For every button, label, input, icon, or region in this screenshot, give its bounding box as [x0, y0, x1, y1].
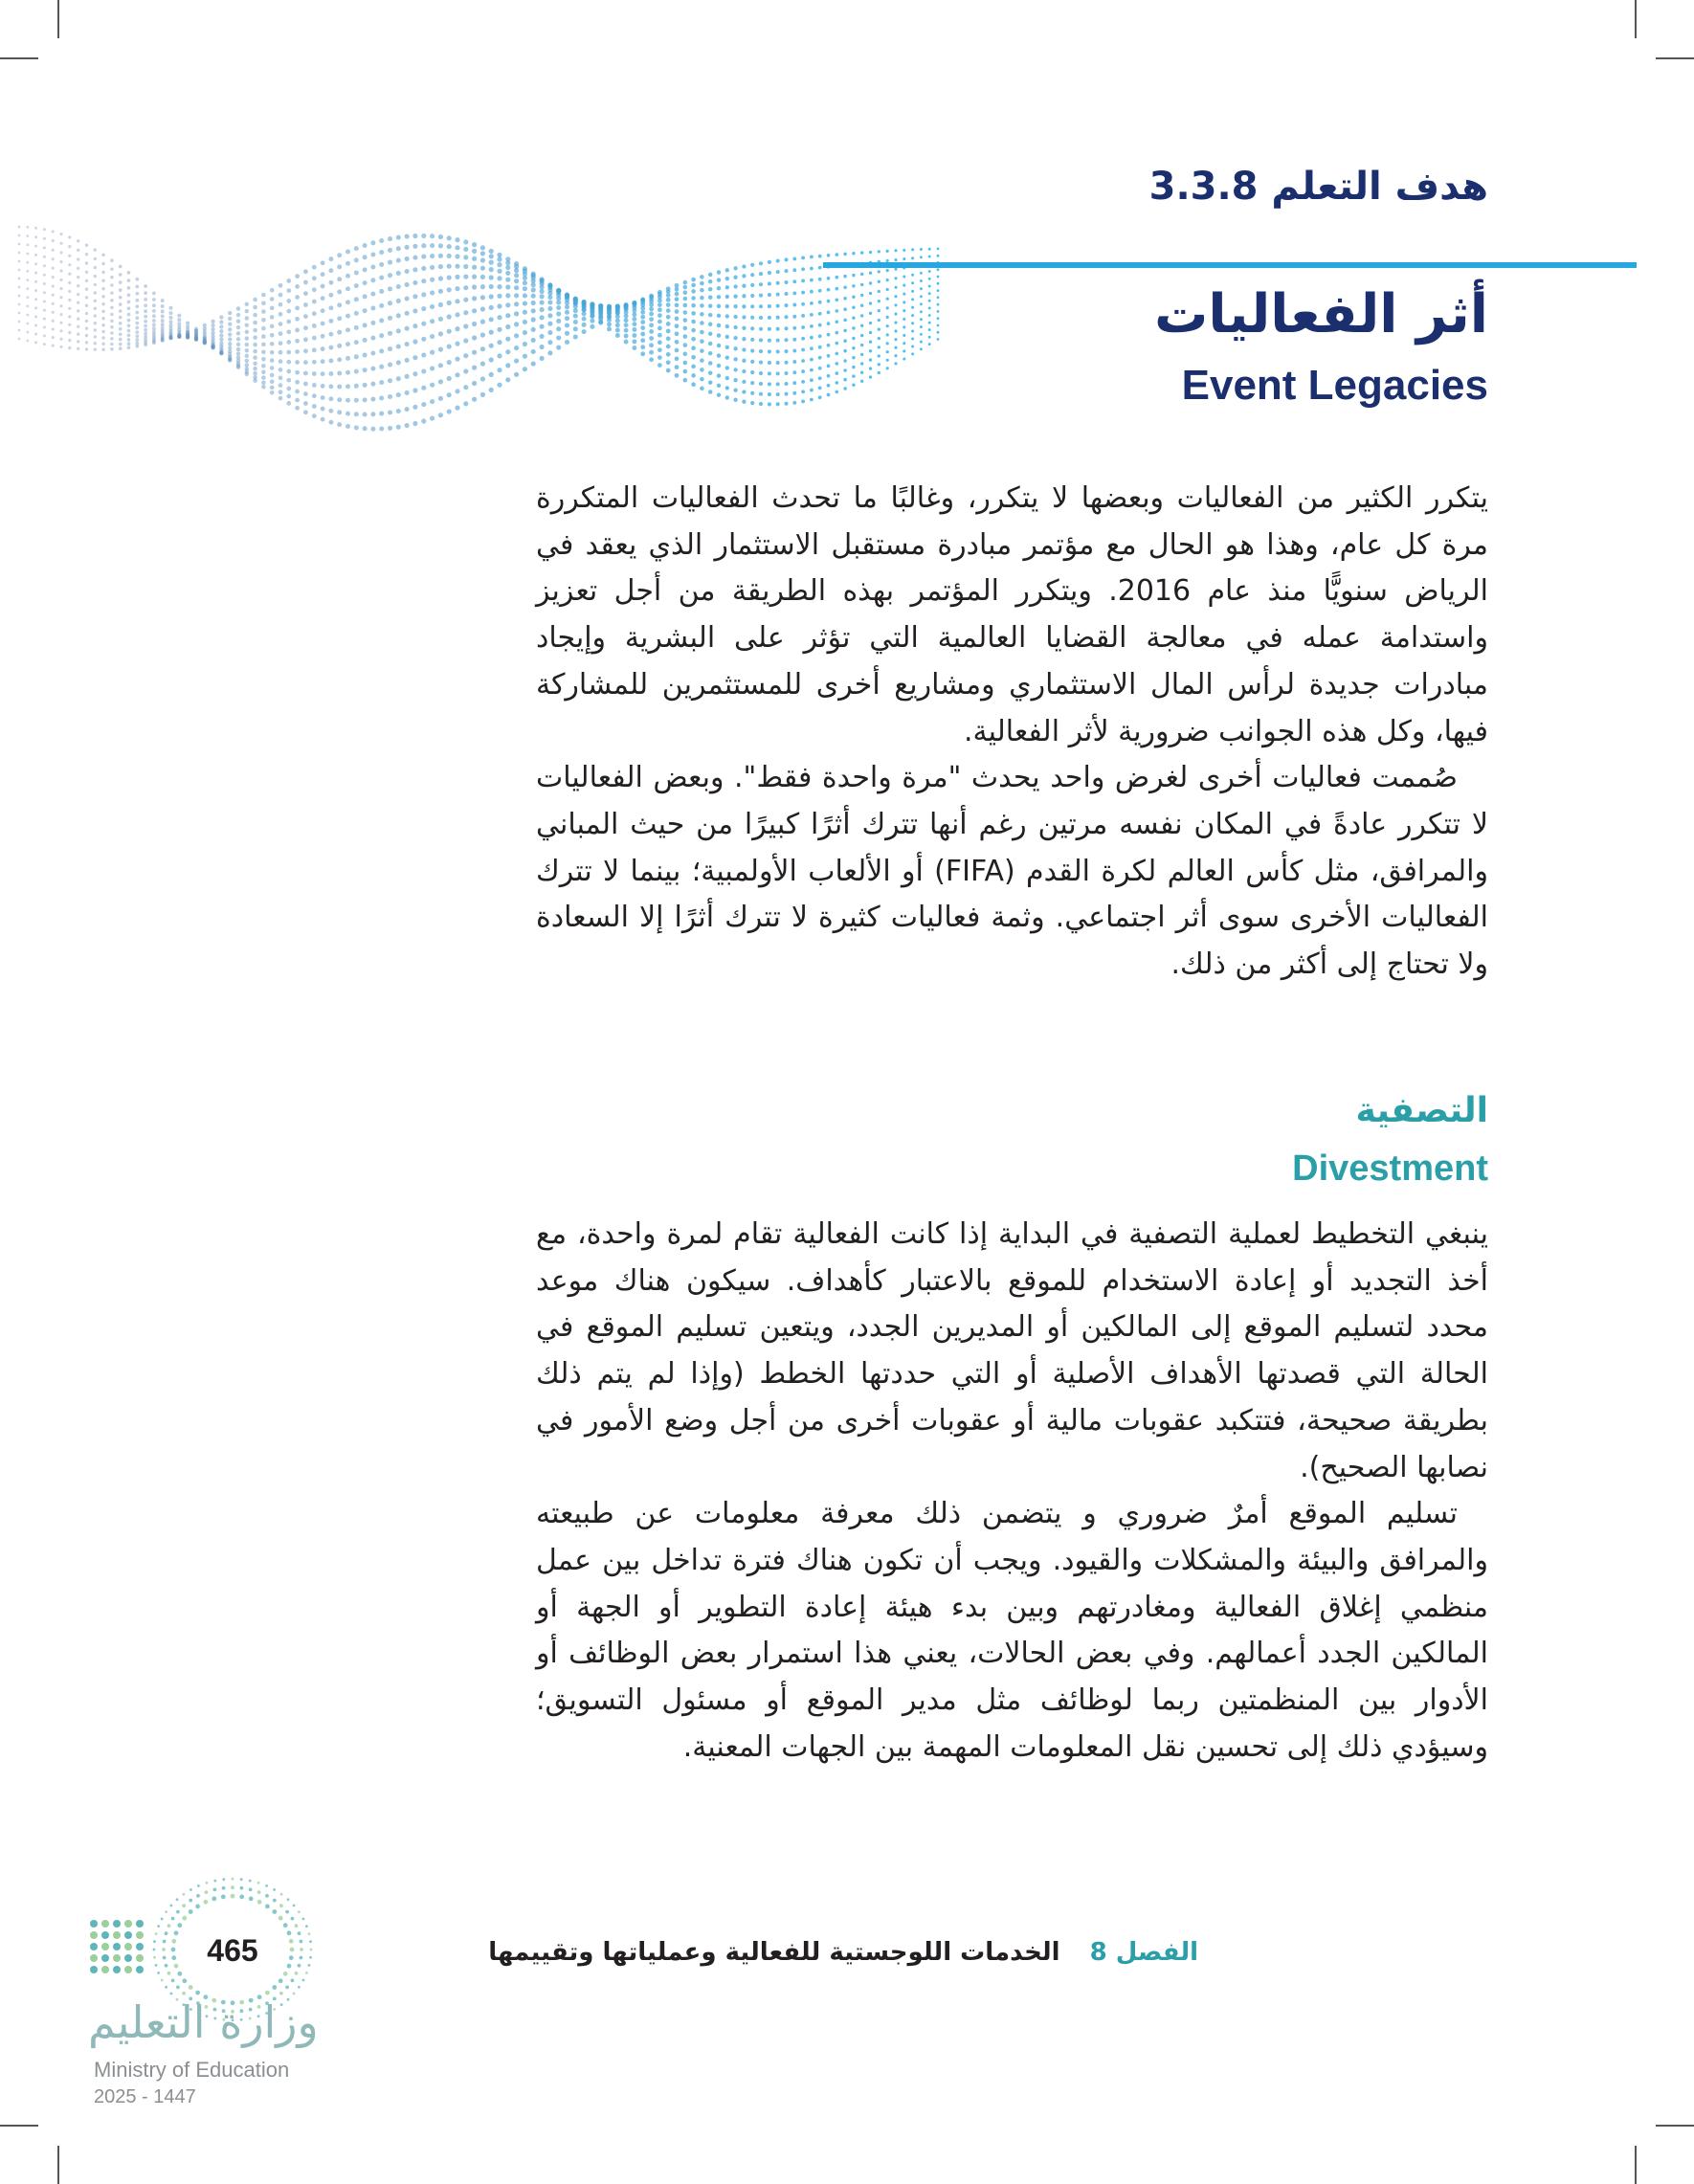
learning-goal: هدف التعلم 3.3.8: [1148, 165, 1488, 209]
ministry-year: 2025 - 1447: [94, 2086, 196, 2107]
section-heading-english: Divestment: [1292, 1148, 1488, 1189]
intro-text-block: [536, 476, 1488, 989]
paragraph: تسليم الموقع أمرٌ ضروري و يتضمن ذلك معرفة معلومات عن طبيعته والمرافق والبيئة والمشكلات والقيود. ويجب أن تكون هناك فترة تداخل بين عمل منظمي إغلاق الفعالية ومغادرتهم وبين بدء هيئة إعادة التطوير أو الجهة أو المالكين الجدد أعمالهم. وفي بعض الحالات، يعني هذا استمرار بعض الوظائف أو الأدوار بين المنظمتين ربما لوظائف مثل مدير الموقع أو مسئول التسويق؛ وسيؤدي ذلك إلى تحسين نقل المعلومات المهمة بين الجهات المعنية.: [536, 1497, 1488, 1764]
crop-mark: [0, 57, 38, 59]
crop-mark: [57, 2146, 59, 2184]
running-footer: [488, 1938, 1198, 1967]
page-title-arabic: أثر الفعاليات: [1154, 283, 1488, 345]
paragraph: ينبغي التخطيط لعملية التصفية في البداية إذا كانت الفعالية تقام لمرة واحدة، مع أخذ التجديد أو إعادة الاستخدام للموقع بالاعتبار كأهداف. سيكون هناك موعد محدد لتسليم الموقع إلى المالكين أو المديرين الجدد، ويتعين تسليم الموقع في الحالة التي قصدتها الأهداف الأصلية أو التي حددتها الخطط (وإذا لم يتم ذلك بطريقة صحيحة، فتتكبد عقوبات مالية أو عقوبات أخرى من أجل وضع الأمور في نصابها الصحيح).: [536, 1217, 1488, 1484]
ministry-name-arabic: وزارة التعليم: [88, 1996, 319, 2048]
paragraph: يتكرر الكثير من الفعاليات وبعضها لا يتكرر، وغالبًا ما تحدث الفعاليات المتكررة مرة كل عام، وهذا هو الحال مع مؤتمر مبادرة مستقبل الاستثمار الذي يعقد في الرياض سنويًّا منذ عام 2016. ويتكرر المؤتمر بهذه الطريقة من أجل تعزيز واستدامة عمله في معالجة القضايا العالمية التي تؤثر على البشرية وإيجاد مبادرات جديدة لرأس المال الاستثماري ومشاريع أخرى للمستثمرين للمشاركة فيها، وكل هذه الجوانب ضرورية لأثر الفعالية.: [536, 481, 1488, 748]
page-title-english: Event Legacies: [1181, 362, 1488, 409]
crop-mark: [1635, 0, 1637, 38]
header-rule: [823, 262, 1637, 268]
page-number: 465: [207, 1933, 258, 1968]
crop-mark: [1656, 57, 1694, 59]
chapter-title: الخدمات اللوجستية للفعالية وعملياتها وتقييمها: [488, 1938, 1060, 1967]
crop-mark: [57, 0, 59, 38]
decorative-wave-graphic: [0, 124, 957, 507]
divestment-text-block: [536, 1212, 1488, 1771]
crop-mark: [1635, 2146, 1637, 2184]
paragraph: صُممت فعاليات أخرى لغرض واحد يحدث "مرة واحدة فقط". وبعض الفعاليات لا تتكرر عادةً في المكان نفسه مرتين رغم أنها تترك أثرًا كبيرًا من حيث المباني والمرافق، مثل كأس العالم لكرة القدم (FIFA) أو الألعاب الأولمبية؛ بينما لا تترك الفعاليات الأخرى سوى أثر اجتماعي. وثمة فعاليات كثيرة لا تترك أثرًا إلا السعادة ولا تحتاج إلى أكثر من ذلك.: [536, 761, 1488, 982]
chapter-label: الفصل 8: [1089, 1938, 1198, 1967]
crop-mark: [1656, 2125, 1694, 2127]
section-heading-arabic: التصفية: [1355, 1091, 1488, 1130]
crop-mark: [0, 2125, 38, 2127]
ministry-name-english: Ministry of Education: [94, 2058, 290, 2082]
